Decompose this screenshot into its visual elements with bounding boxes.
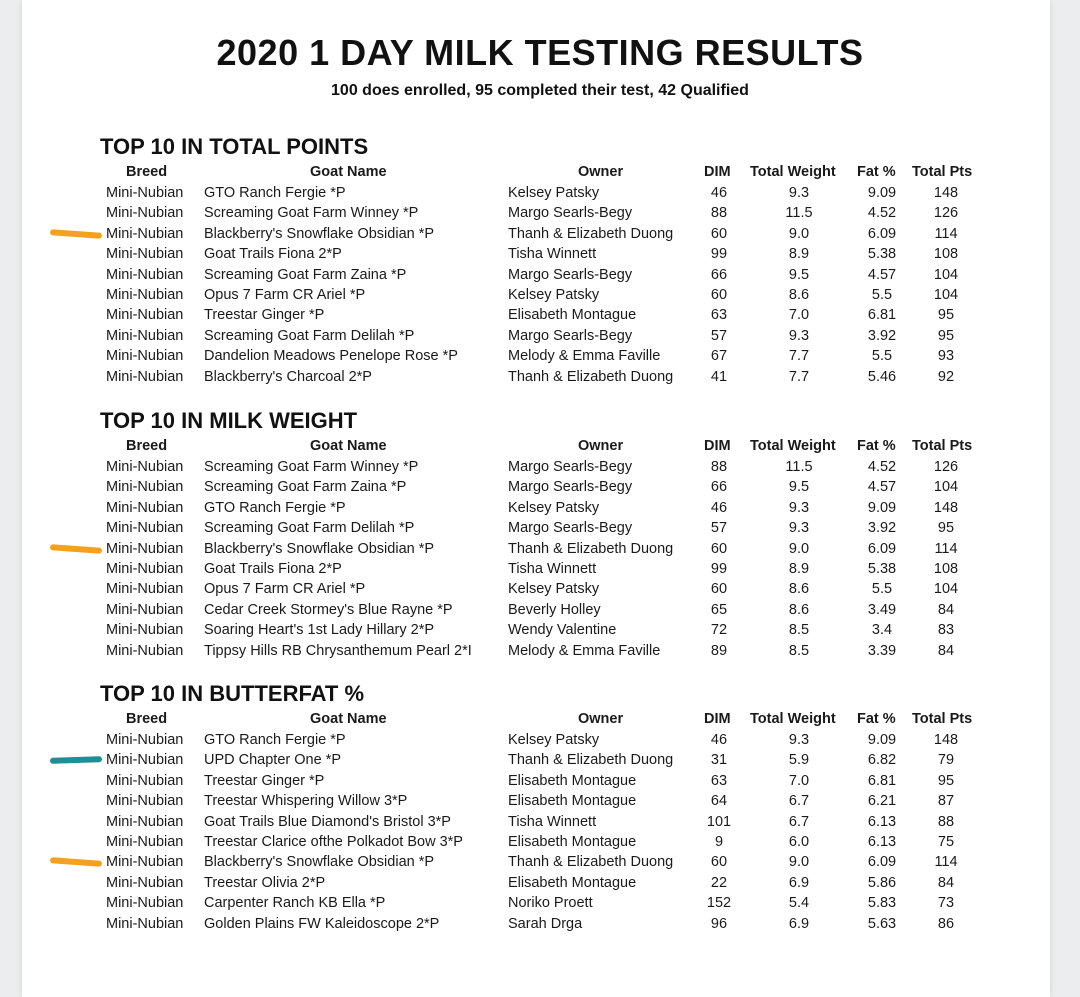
cell-fat-pct: 3.4	[871, 622, 893, 639]
cell-goat-name: Soaring Heart's 1st Lady Hillary 2*P	[204, 622, 435, 639]
cell-goat-name: GTO Ranch Fergie *P	[204, 499, 346, 516]
cell-breed: Mini-Nubian	[106, 287, 184, 303]
cell-fat-pct: 6.09	[867, 540, 897, 557]
cell-total-pts: 75	[937, 834, 955, 850]
cell-dim: 60	[710, 854, 728, 871]
cell-owner: Thanh & Elizabeth Duong	[508, 540, 674, 557]
header-breed: Breed	[126, 438, 168, 454]
cell-owner: Elisabeth Montague	[508, 874, 637, 891]
cell-owner: Beverly Holley	[508, 601, 601, 618]
cell-breed: Mini-Nubian	[106, 732, 184, 748]
table-row	[100, 183, 1000, 203]
cell-breed: Mini-Nubian	[106, 601, 184, 618]
table-header-row	[100, 436, 1000, 456]
cell-total-pts: 148	[933, 499, 959, 516]
table-row	[100, 600, 1000, 620]
cell-dim: 152	[706, 895, 732, 912]
cell-dim: 46	[710, 499, 728, 516]
cell-total-pts: 104	[933, 287, 959, 303]
cell-owner: Tisha Winnett	[508, 561, 597, 577]
cell-dim: 9	[714, 834, 724, 850]
cell-fat-pct: 5.46	[867, 368, 897, 385]
cell-breed: Mini-Nubian	[106, 225, 184, 242]
table-header-row	[100, 709, 1000, 729]
cell-total-weight: 8.9	[788, 246, 810, 263]
cell-breed: Mini-Nubian	[106, 348, 184, 365]
cell-goat-name: Screaming Goat Farm Delilah *P	[204, 520, 415, 537]
cell-dim: 22	[710, 874, 728, 891]
cell-total-weight: 9.3	[788, 732, 810, 748]
table-row	[100, 579, 1000, 599]
cell-total-weight: 6.7	[788, 813, 810, 830]
cell-dim: 57	[710, 327, 728, 344]
cell-fat-pct: 6.81	[867, 307, 897, 324]
cell-fat-pct: 5.38	[867, 561, 897, 577]
cell-owner: Thanh & Elizabeth Duong	[508, 752, 674, 769]
cell-owner: Thanh & Elizabeth Duong	[508, 854, 674, 871]
cell-breed: Mini-Nubian	[106, 459, 184, 475]
cell-total-weight: 8.6	[788, 601, 810, 618]
cell-fat-pct: 6.13	[867, 813, 897, 830]
cell-total-weight: 8.6	[788, 581, 810, 598]
cell-breed: Mini-Nubian	[106, 185, 184, 201]
cell-total-weight: 6.7	[788, 793, 810, 810]
header-total-pts: Total Pts	[912, 164, 973, 180]
table-row	[100, 285, 1000, 305]
header-owner: Owner	[578, 164, 624, 180]
table-row	[100, 791, 1000, 811]
cell-breed: Mini-Nubian	[106, 834, 184, 850]
cell-goat-name: Treestar Olivia 2*P	[204, 874, 326, 891]
cell-fat-pct: 5.5	[871, 348, 893, 365]
cell-breed: Mini-Nubian	[106, 368, 184, 385]
cell-total-pts: 95	[937, 520, 955, 537]
table-header-row	[100, 162, 1000, 182]
cell-total-pts: 104	[933, 479, 959, 496]
table-row	[100, 265, 1000, 285]
cell-total-weight: 6.9	[788, 915, 810, 932]
table-row	[100, 498, 1000, 518]
cell-goat-name: Blackberry's Snowflake Obsidian *P	[204, 225, 435, 242]
cell-total-pts: 126	[933, 205, 959, 222]
cell-owner: Elisabeth Montague	[508, 772, 637, 789]
header-breed: Breed	[126, 164, 168, 180]
cell-dim: 60	[710, 540, 728, 557]
cell-owner: Noriko Proett	[508, 895, 593, 912]
cell-breed: Mini-Nubian	[106, 813, 184, 830]
cell-total-weight: 6.9	[788, 874, 810, 891]
cell-dim: 72	[710, 622, 728, 639]
cell-total-pts: 93	[937, 348, 955, 365]
header-total-pts: Total Pts	[912, 711, 973, 727]
cell-goat-name: GTO Ranch Fergie *P	[204, 732, 346, 748]
header-dim: DIM	[704, 438, 731, 454]
cell-dim: 99	[710, 561, 728, 577]
cell-owner: Tisha Winnett	[508, 246, 597, 263]
cell-owner: Kelsey Patsky	[508, 287, 600, 303]
header-total-weight: Total Weight	[750, 711, 836, 727]
cell-owner: Wendy Valentine	[508, 622, 617, 639]
cell-total-pts: 88	[937, 813, 955, 830]
cell-total-pts: 108	[933, 561, 959, 577]
cell-total-pts: 84	[937, 642, 955, 659]
cell-fat-pct: 6.13	[867, 834, 897, 850]
cell-dim: 101	[706, 813, 732, 830]
cell-total-pts: 73	[937, 895, 955, 912]
table-row	[100, 539, 1000, 559]
cell-total-pts: 104	[933, 266, 959, 283]
cell-dim: 89	[710, 642, 728, 659]
cell-goat-name: Golden Plains FW Kaleidoscope 2*P	[204, 915, 440, 932]
cell-breed: Mini-Nubian	[106, 915, 184, 932]
cell-owner: Margo Searls-Begy	[508, 205, 633, 222]
cell-owner: Margo Searls-Begy	[508, 459, 633, 475]
cell-breed: Mini-Nubian	[106, 307, 184, 324]
cell-dim: 60	[710, 581, 728, 598]
table-row	[100, 852, 1000, 872]
cell-total-weight: 9.3	[788, 327, 810, 344]
cell-total-pts: 104	[933, 581, 959, 598]
cell-goat-name: Dandelion Meadows Penelope Rose *P	[204, 348, 458, 365]
table-row	[100, 620, 1000, 640]
cell-breed: Mini-Nubian	[106, 874, 184, 891]
table-row	[100, 873, 1000, 893]
table-row	[100, 832, 1000, 852]
cell-total-pts: 84	[937, 874, 955, 891]
cell-goat-name: Screaming Goat Farm Winney *P	[204, 205, 419, 222]
cell-fat-pct: 5.63	[867, 915, 897, 932]
table-row	[100, 641, 1000, 661]
cell-fat-pct: 6.09	[867, 225, 897, 242]
table-row	[100, 457, 1000, 477]
cell-owner: Melody & Emma Faville	[508, 642, 661, 659]
cell-breed: Mini-Nubian	[106, 479, 184, 496]
cell-breed: Mini-Nubian	[106, 622, 184, 639]
section-title: TOP 10 IN BUTTERFAT %	[100, 681, 365, 706]
cell-fat-pct: 5.38	[867, 246, 897, 263]
cell-goat-name: GTO Ranch Fergie *P	[204, 185, 346, 201]
cell-total-pts: 148	[933, 732, 959, 748]
cell-fat-pct: 3.49	[867, 601, 897, 618]
cell-total-pts: 114	[934, 540, 958, 557]
cell-total-pts: 108	[933, 246, 959, 263]
cell-fat-pct: 3.92	[867, 520, 897, 537]
cell-owner: Thanh & Elizabeth Duong	[508, 225, 674, 242]
cell-total-weight: 8.5	[788, 622, 810, 639]
cell-owner: Elisabeth Montague	[508, 307, 637, 324]
cell-total-pts: 84	[937, 601, 955, 618]
section-title: TOP 10 IN MILK WEIGHT	[100, 408, 358, 433]
header-dim: DIM	[704, 711, 731, 727]
cell-total-pts: 148	[933, 185, 959, 201]
cell-total-pts: 95	[937, 307, 955, 324]
header-fat-pct: Fat %	[857, 164, 896, 180]
cell-fat-pct: 6.21	[867, 793, 897, 810]
cell-goat-name: UPD Chapter One *P	[204, 752, 342, 769]
cell-goat-name: Screaming Goat Farm Winney *P	[204, 459, 419, 475]
cell-fat-pct: 6.09	[867, 854, 897, 871]
cell-total-pts: 114	[934, 225, 958, 242]
table-row	[100, 518, 1000, 538]
cell-breed: Mini-Nubian	[106, 327, 184, 344]
cell-goat-name: Screaming Goat Farm Zaina *P	[204, 266, 407, 283]
header-goat-name: Goat Name	[310, 438, 387, 454]
cell-dim: 66	[710, 266, 728, 283]
table-row	[100, 346, 1000, 366]
cell-total-weight: 9.3	[788, 185, 810, 201]
cell-breed: Mini-Nubian	[106, 642, 184, 659]
cell-dim: 63	[710, 307, 728, 324]
cell-total-weight: 9.3	[788, 499, 810, 516]
table-row	[100, 559, 1000, 579]
cell-dim: 46	[710, 732, 728, 748]
cell-owner: Margo Searls-Begy	[508, 266, 633, 283]
cell-total-weight: 5.9	[788, 752, 810, 769]
cell-fat-pct: 6.81	[867, 772, 897, 789]
cell-total-weight: 9.0	[788, 854, 810, 871]
cell-goat-name: Tippsy Hills RB Chrysanthemum Pearl 2*I	[204, 642, 472, 659]
cell-dim: 63	[710, 772, 728, 789]
cell-fat-pct: 3.39	[867, 642, 897, 659]
cell-total-weight: 9.0	[788, 225, 810, 242]
cell-breed: Mini-Nubian	[106, 561, 184, 577]
cell-owner: Kelsey Patsky	[508, 581, 600, 598]
cell-total-weight: 7.0	[788, 772, 810, 789]
cell-breed: Mini-Nubian	[106, 246, 184, 263]
header-total-pts: Total Pts	[912, 438, 973, 454]
cell-total-pts: 95	[937, 772, 955, 789]
cell-total-weight: 7.0	[788, 307, 810, 324]
cell-total-weight: 8.5	[788, 642, 810, 659]
table-row	[100, 750, 1000, 770]
cell-total-weight: 9.0	[788, 540, 810, 557]
cell-fat-pct: 4.57	[867, 479, 897, 496]
cell-dim: 60	[710, 225, 728, 242]
cell-dim: 65	[710, 601, 728, 618]
cell-total-pts: 86	[937, 915, 955, 932]
cell-total-pts: 83	[937, 622, 955, 639]
cell-total-weight: 9.3	[788, 520, 810, 537]
header-fat-pct: Fat %	[857, 711, 896, 727]
cell-breed: Mini-Nubian	[106, 499, 184, 516]
cell-fat-pct: 6.82	[867, 752, 897, 769]
cell-goat-name: Goat Trails Blue Diamond's Bristol 3*P	[204, 813, 451, 830]
table-row	[100, 914, 1000, 934]
cell-fat-pct: 5.5	[871, 287, 893, 303]
cell-total-weight: 7.7	[788, 348, 810, 365]
cell-total-weight: 9.5	[788, 479, 810, 496]
cell-owner: Sarah Drga	[508, 915, 583, 932]
document-title: 2020 1 DAY MILK TESTING RESULTS	[216, 32, 864, 73]
cell-total-weight: 11.5	[785, 205, 813, 222]
cell-dim: 46	[710, 185, 728, 201]
table-row	[100, 305, 1000, 325]
cell-total-weight: 8.9	[788, 561, 810, 577]
table-row	[100, 730, 1000, 750]
cell-breed: Mini-Nubian	[106, 895, 184, 912]
cell-fat-pct: 9.09	[867, 499, 897, 516]
cell-total-weight: 7.7	[788, 368, 810, 385]
section-title: TOP 10 IN TOTAL POINTS	[100, 134, 369, 159]
cell-goat-name: Treestar Clarice ofthe Polkadot Bow 3*P	[204, 834, 463, 850]
cell-breed: Mini-Nubian	[106, 540, 184, 557]
cell-breed: Mini-Nubian	[106, 581, 184, 598]
cell-total-pts: 79	[937, 752, 955, 769]
cell-goat-name: Opus 7 Farm CR Ariel *P	[204, 581, 366, 598]
table-row	[100, 812, 1000, 832]
cell-total-pts: 126	[933, 459, 959, 475]
table-row	[100, 771, 1000, 791]
cell-owner: Kelsey Patsky	[508, 499, 600, 516]
cell-goat-name: Screaming Goat Farm Zaina *P	[204, 479, 407, 496]
cell-owner: Kelsey Patsky	[508, 732, 600, 748]
cell-total-weight: 11.5	[785, 459, 813, 475]
cell-dim: 66	[710, 479, 728, 496]
cell-owner: Kelsey Patsky	[508, 185, 600, 201]
cell-fat-pct: 4.52	[867, 205, 897, 222]
cell-total-weight: 9.5	[788, 266, 810, 283]
cell-total-pts: 87	[937, 793, 955, 810]
header-breed: Breed	[126, 711, 168, 727]
header-goat-name: Goat Name	[310, 711, 387, 727]
cell-owner: Tisha Winnett	[508, 813, 597, 830]
cell-goat-name: Goat Trails Fiona 2*P	[204, 561, 342, 577]
cell-breed: Mini-Nubian	[106, 854, 184, 871]
cell-dim: 67	[710, 348, 728, 365]
cell-owner: Margo Searls-Begy	[508, 520, 633, 537]
cell-breed: Mini-Nubian	[106, 772, 184, 789]
cell-fat-pct: 5.5	[871, 581, 893, 598]
cell-dim: 57	[710, 520, 728, 537]
cell-owner: Elisabeth Montague	[508, 793, 637, 810]
document-subtitle: 100 does enrolled, 95 completed their test, 42 Qualified	[331, 82, 749, 99]
header-total-weight: Total Weight	[750, 438, 836, 454]
header-owner: Owner	[578, 711, 624, 727]
cell-dim: 31	[710, 752, 728, 769]
cell-total-pts: 95	[937, 327, 955, 344]
cell-fat-pct: 5.83	[867, 895, 897, 912]
cell-owner: Elisabeth Montague	[508, 834, 637, 850]
cell-goat-name: Carpenter Ranch KB Ella *P	[204, 895, 386, 912]
cell-dim: 88	[710, 205, 728, 222]
cell-breed: Mini-Nubian	[106, 793, 184, 810]
cell-fat-pct: 4.52	[867, 459, 897, 475]
table-row	[100, 244, 1000, 264]
cell-owner: Margo Searls-Begy	[508, 327, 633, 344]
cell-owner: Margo Searls-Begy	[508, 479, 633, 496]
cell-dim: 60	[710, 287, 728, 303]
header-dim: DIM	[704, 164, 731, 180]
cell-dim: 88	[710, 459, 728, 475]
cell-goat-name: Screaming Goat Farm Delilah *P	[204, 327, 415, 344]
header-fat-pct: Fat %	[857, 438, 896, 454]
cell-goat-name: Treestar Ginger *P	[204, 772, 325, 789]
table-row	[100, 367, 1000, 387]
table-row	[100, 893, 1000, 913]
cell-total-weight: 5.4	[788, 895, 810, 912]
header-owner: Owner	[578, 438, 624, 454]
cell-dim: 96	[710, 915, 728, 932]
cell-goat-name: Goat Trails Fiona 2*P	[204, 246, 342, 263]
cell-goat-name: Blackberry's Snowflake Obsidian *P	[204, 540, 435, 557]
table-row	[100, 224, 1000, 244]
cell-owner: Melody & Emma Faville	[508, 348, 661, 365]
cell-breed: Mini-Nubian	[106, 205, 184, 222]
cell-dim: 64	[710, 793, 728, 810]
cell-dim: 99	[710, 246, 728, 263]
cell-fat-pct: 5.86	[867, 874, 897, 891]
cell-dim: 41	[710, 368, 728, 385]
cell-fat-pct: 9.09	[867, 185, 897, 201]
table-row	[100, 326, 1000, 346]
cell-fat-pct: 9.09	[867, 732, 897, 748]
cell-total-weight: 8.6	[788, 287, 810, 303]
cell-breed: Mini-Nubian	[106, 752, 184, 769]
table-row	[100, 203, 1000, 223]
cell-goat-name: Opus 7 Farm CR Ariel *P	[204, 287, 366, 303]
cell-goat-name: Blackberry's Snowflake Obsidian *P	[204, 854, 435, 871]
cell-goat-name: Cedar Creek Stormey's Blue Rayne *P	[204, 601, 453, 618]
cell-breed: Mini-Nubian	[106, 520, 184, 537]
cell-total-pts: 92	[937, 368, 955, 385]
header-goat-name: Goat Name	[310, 164, 387, 180]
cell-fat-pct: 4.57	[867, 266, 897, 283]
cell-owner: Thanh & Elizabeth Duong	[508, 368, 674, 385]
cell-goat-name: Blackberry's Charcoal 2*P	[204, 368, 372, 385]
cell-total-weight: 6.0	[788, 834, 810, 850]
cell-total-pts: 114	[934, 854, 958, 871]
cell-breed: Mini-Nubian	[106, 266, 184, 283]
header-total-weight: Total Weight	[750, 164, 836, 180]
table-row	[100, 477, 1000, 497]
cell-goat-name: Treestar Ginger *P	[204, 307, 325, 324]
cell-goat-name: Treestar Whispering Willow 3*P	[204, 793, 408, 810]
cell-fat-pct: 3.92	[867, 327, 897, 344]
